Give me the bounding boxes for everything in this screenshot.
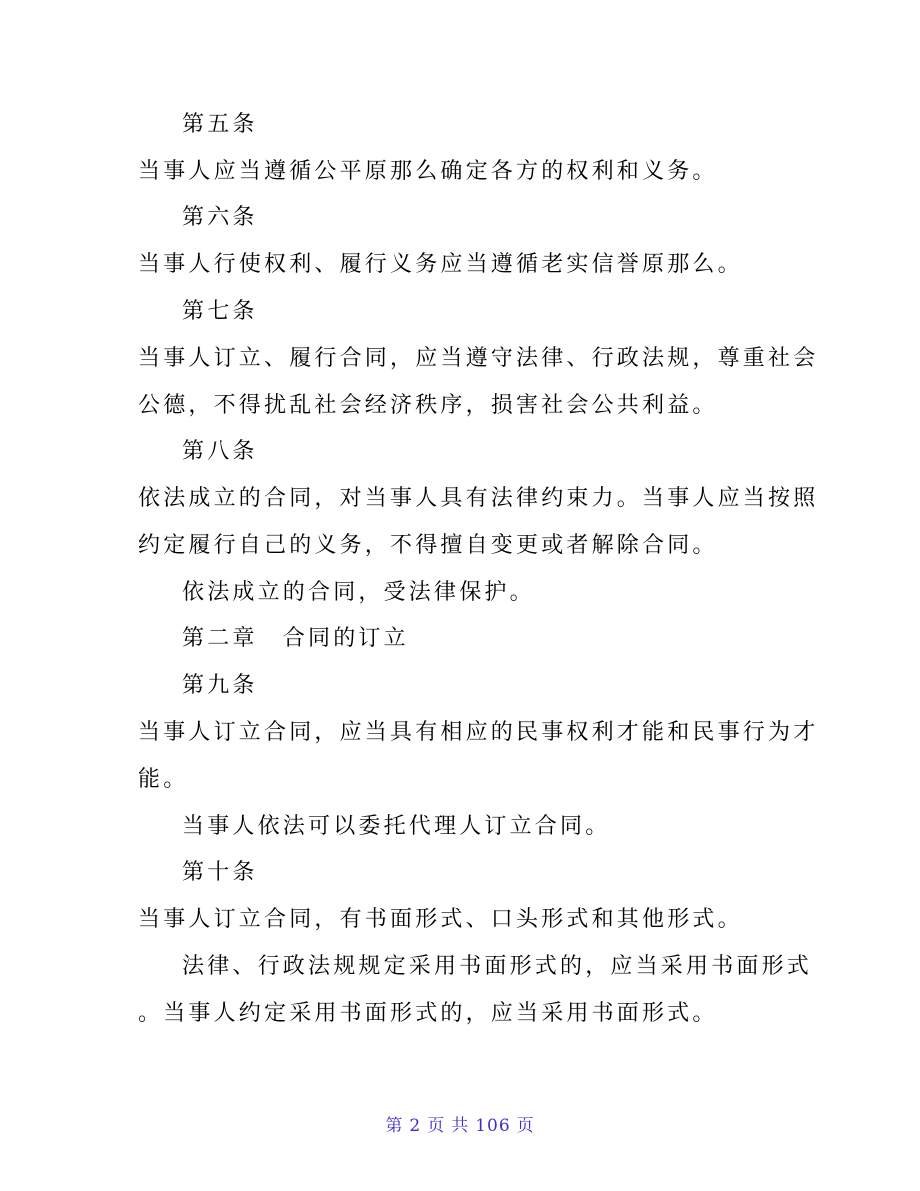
article-heading-8: 第八条 xyxy=(182,439,258,464)
paragraph-line: 当事人行使权利、履行义务应当遵循老实信誉原那么。 xyxy=(138,252,743,277)
footer-suffix: 页 xyxy=(516,1116,535,1136)
paragraph-line: 当事人订立合同，有书面形式、口头形式和其他形式。 xyxy=(138,907,743,932)
paragraph-line: 当事人依法可以委托代理人订立合同。 xyxy=(182,814,611,839)
paragraph-line: 公德，不得扰乱社会经济秩序，损害社会公共利益。 xyxy=(138,393,718,418)
paragraph-line: 约定履行自己的义务，不得擅自变更或者解除合同。 xyxy=(138,533,718,558)
page-footer xyxy=(0,1114,920,1138)
footer-page-word: 页 xyxy=(427,1116,446,1136)
article-heading-7: 第七条 xyxy=(182,299,258,324)
footer-total-pages: 106 xyxy=(475,1116,511,1136)
article-heading-10: 第十条 xyxy=(182,860,258,885)
paragraph-line: 法律、行政法规规定采用书面形式的，应当采用书面形式 xyxy=(182,954,813,979)
paragraph-line: 能。 xyxy=(138,767,189,792)
article-heading-5: 第五条 xyxy=(182,112,258,137)
paragraph-line: 当事人订立、履行合同，应当遵守法律、行政法规，尊重社会 xyxy=(138,346,819,371)
paragraph-line: 依法成立的合同，受法律保护。 xyxy=(182,580,535,605)
footer-total-word: 共 xyxy=(451,1116,470,1136)
paragraph-line: 当事人应当遵循公平原那么确定各方的权利和义务。 xyxy=(138,159,718,184)
chapter-heading: 第二章 合同的订立 xyxy=(182,626,409,651)
paragraph-line: 。当事人约定采用书面形式的，应当采用书面形式。 xyxy=(138,1001,718,1026)
article-heading-6: 第六条 xyxy=(182,205,258,230)
footer-current-page: 2 xyxy=(409,1116,422,1136)
paragraph-line: 依法成立的合同，对当事人具有法律约束力。当事人应当按照 xyxy=(138,486,819,511)
footer-prefix: 第 xyxy=(385,1116,404,1136)
paragraph-line: 当事人订立合同，应当具有相应的民事权利才能和民事行为才 xyxy=(138,720,819,745)
article-heading-9: 第九条 xyxy=(182,673,258,698)
